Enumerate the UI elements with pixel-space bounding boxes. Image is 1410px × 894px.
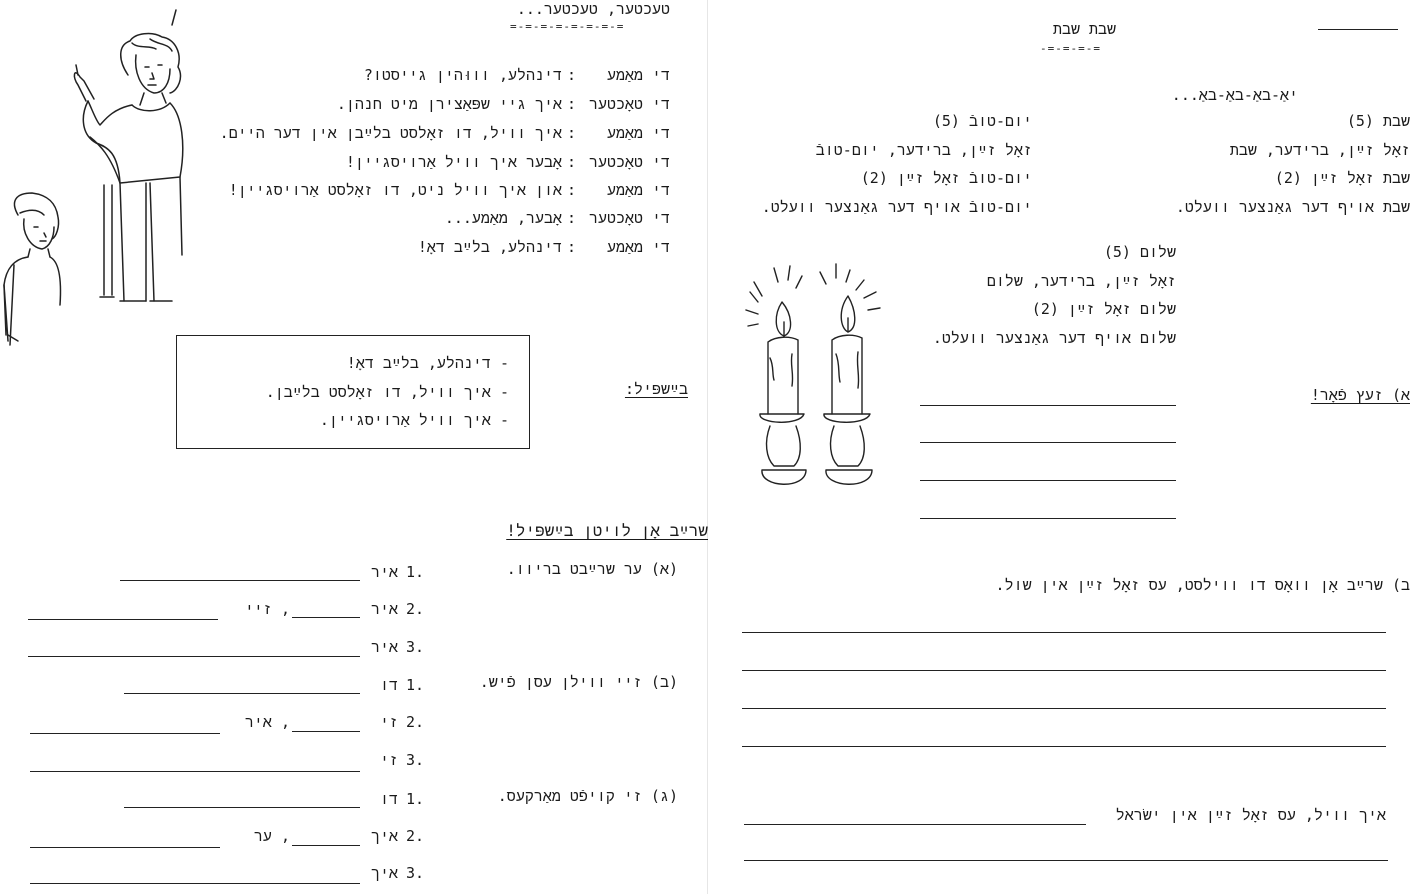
dialogue-speaker: די מאַמע [606, 238, 670, 256]
answer-line[interactable] [742, 632, 1386, 633]
dialogue-line: אָבער, מאַמע... [444, 209, 562, 227]
stanza-sholem-line: שלום זאָל זײַן (2) [1031, 300, 1176, 318]
answer-line[interactable] [744, 860, 1388, 861]
dialogue-line: און איך וויל ניט, דו זאָלסט אַרויסגיין! [228, 181, 562, 199]
item-second-pronoun: , זיי [244, 600, 290, 618]
answer-line[interactable] [742, 670, 1386, 671]
item-pronoun: זי [379, 751, 398, 769]
dialogue-colon: : [566, 66, 576, 84]
exercise-prompt: (א) ער שרײַבט בריוו. [506, 560, 678, 578]
task-a [1311, 386, 1410, 404]
stanza-yomtov-line: יום-טובֿ (5) [932, 112, 1032, 130]
stanza-yomtov-line: זאָל זײַן, ברידער, יום-טובֿ [815, 141, 1032, 159]
dialogue-colon: : [566, 209, 576, 227]
answer-line[interactable] [30, 847, 220, 848]
answer-line[interactable] [292, 845, 360, 846]
stanza-yomtov-line: יום-טובֿ זאָל זײַן (2) [860, 169, 1032, 187]
dialogue-line: דינהלע, בלײַב דאָ! [417, 238, 562, 256]
stanza-shabbes-line: שבת זאָל זײַן (2) [1274, 169, 1410, 187]
dialogue-line: איך גיי שפּאַצירן מיט חנהן. [336, 95, 562, 113]
answer-line[interactable] [30, 883, 360, 884]
dialogue-speaker: די טאָכטער [588, 209, 670, 227]
page-fold [707, 0, 708, 894]
dialogue-colon: : [566, 124, 576, 142]
dialogue-line: דינהלע, וווּהין גייסטו? [363, 66, 562, 84]
exercise-prompt: (ב) זיי ווילן עסן פֿיש. [479, 673, 678, 691]
answer-line[interactable] [742, 708, 1386, 709]
item-number: 1. [405, 790, 424, 808]
stanza-sholem-line: שלום אויף דער גאַנצער וועלט. [932, 329, 1176, 347]
stanza-sholem-line: שלום (5) [1103, 243, 1176, 261]
answer-line[interactable] [920, 442, 1176, 443]
task-a-text: א) זעץ פֿאָר! [1310, 386, 1410, 404]
item-pronoun: זי [379, 713, 398, 731]
item-pronoun: איך [370, 864, 398, 882]
item-number: 3. [405, 638, 424, 656]
answer-line[interactable] [28, 619, 218, 620]
answer-line[interactable] [292, 731, 360, 732]
dialogue-speaker: די טאָכטער [588, 153, 670, 171]
dialogue-line: איך וויל, דו זאָלסט בלײַבן אין דער היים. [219, 124, 562, 142]
item-number: 3. [405, 751, 424, 769]
item-second-pronoun: , ער [253, 827, 290, 845]
closing-sentence: איך וויל, עס זאָל זײַן אין ישׂראל [1115, 806, 1386, 824]
dialogue-speaker: די טאָכטער [588, 95, 670, 113]
item-pronoun: דו [379, 790, 398, 808]
answer-line[interactable] [744, 824, 1086, 825]
dialogue-colon: : [566, 238, 576, 256]
dialogue-colon: : [566, 181, 576, 199]
answer-line[interactable] [920, 405, 1176, 406]
answer-line[interactable] [124, 693, 360, 694]
exercise-title: שרײַב אָן לויטן בײַשפּיל! [506, 521, 708, 540]
item-number: 2. [405, 827, 424, 845]
item-pronoun: איך [370, 827, 398, 845]
answer-line[interactable] [30, 771, 360, 772]
exercise-prompt: (ג) זי קויפֿט מאַרקעס. [497, 787, 678, 805]
item-number: 1. [405, 676, 424, 694]
item-number: 2. [405, 600, 424, 618]
item-second-pronoun: , איר [244, 713, 290, 731]
dialogue-speaker: די מאַמע [606, 181, 670, 199]
stanza-sholem-line: זאָל זײַן, ברידער, שלום [986, 272, 1176, 290]
item-number: 1. [405, 563, 424, 581]
answer-line[interactable] [28, 656, 360, 657]
stanza-shabbes-line: שבת אויף דער גאַנצער וועלט. [1175, 198, 1410, 216]
dialogue-colon: : [566, 95, 576, 113]
answer-line[interactable] [920, 518, 1176, 519]
answer-line[interactable] [920, 480, 1176, 481]
dialogue-colon: : [566, 153, 576, 171]
answer-line[interactable] [120, 580, 360, 581]
item-pronoun: איר [370, 563, 398, 581]
answer-line[interactable] [124, 807, 360, 808]
item-number: 3. [405, 864, 424, 882]
task-b: ב) שרײַב אָן וואָס דו ווילסט, עס זאָל זײַן אין שול. [995, 576, 1410, 594]
item-pronoun: איר [370, 600, 398, 618]
item-pronoun: דו [379, 676, 398, 694]
answer-line[interactable] [292, 617, 360, 618]
answer-line[interactable] [742, 746, 1386, 747]
right-title-rule: -=-=-=-= [1040, 42, 1101, 55]
right-title: שבת שבת [1052, 20, 1116, 38]
example-line: - דינהלע, בלײַב דאָ! [346, 354, 509, 372]
dialogue-speaker: די מאַמע [606, 66, 670, 84]
item-number: 2. [405, 713, 424, 731]
stanza-shabbes-line: זאָל זײַן, ברידער, שבת [1229, 141, 1410, 159]
dialogue-line: אָבער איך וויל אַרויסגיין! [345, 153, 562, 171]
header-rule [1318, 29, 1398, 30]
mother-daughter-illustration [0, 5, 200, 315]
dialogue-speaker: די מאַמע [606, 124, 670, 142]
left-title-rule: =-=-=-=-=-=-=-= [510, 20, 625, 33]
stanza-yomtov-line: יום-טובֿ אויף דער גאַנצער וועלט. [761, 198, 1032, 216]
answer-line[interactable] [30, 733, 220, 734]
stanza-shabbes-line: שבת (5) [1346, 112, 1410, 130]
candles-illustration [740, 262, 900, 512]
example-label: בײַשפּיל: [624, 380, 688, 398]
left-title: טעכטער, טעכטער... [516, 0, 670, 18]
song-intro: יאַ-באַ-באַ-באַ... [1171, 86, 1298, 104]
example-box [176, 335, 530, 449]
example-line: - איך וויל, דו זאָלסט בלײַבן. [265, 383, 509, 401]
example-line: - איך וויל אַרויסגיין. [319, 411, 509, 429]
item-pronoun: איר [370, 638, 398, 656]
